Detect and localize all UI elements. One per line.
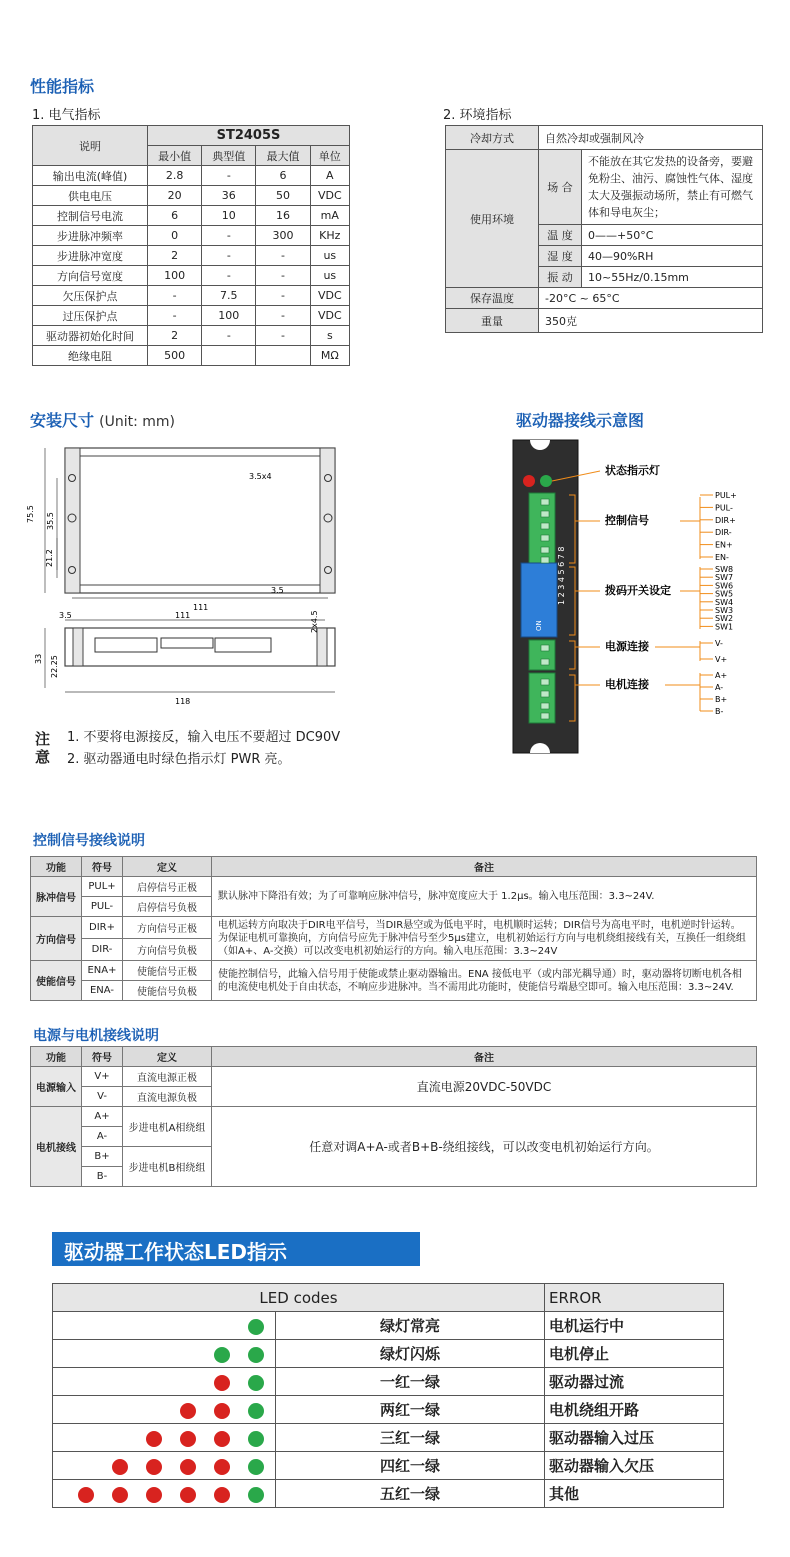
dim-side-h-total: 33 bbox=[34, 653, 43, 664]
led-code: 四红一绿 bbox=[276, 1452, 545, 1480]
power-func: 电源输入 bbox=[31, 1067, 82, 1107]
elec-value: s bbox=[310, 326, 349, 346]
led-row bbox=[53, 1480, 724, 1508]
motor-label: 电机连接 bbox=[605, 678, 649, 691]
ctl-note: 电机运转方向取决于DIR电平信号，当DIR悬空或为低电平时，电机顺时运转；DIR信号为高电平时，电机逆时针运转。为保证电机可靠换向，方向信号应先于脉冲信号至少5μs建立，电机初始运行方向与电机绕组接线有关，互换任一组绕组（如A+、A-交换）可以改变电机初始运行的方向。输入电压范围：3.3~24V bbox=[212, 917, 757, 961]
green-led-icon bbox=[248, 1347, 264, 1363]
led-dots bbox=[53, 1312, 276, 1340]
led-dots bbox=[53, 1424, 276, 1452]
red-led-icon bbox=[214, 1431, 230, 1447]
ctl-func: 方向信号 bbox=[31, 917, 82, 961]
elec-param: 输出电流(峰值) bbox=[33, 166, 148, 186]
col-symbol: 符号 bbox=[82, 857, 123, 877]
elec-value bbox=[256, 346, 310, 366]
red-led-icon bbox=[214, 1459, 230, 1475]
control-signal-label: 控制信号 bbox=[605, 514, 649, 527]
led-code: 绿灯常亮 bbox=[276, 1312, 545, 1340]
elec-value: - bbox=[256, 266, 310, 286]
led-error: 驱动器输入欠压 bbox=[545, 1452, 724, 1480]
motor-def: 步进电机B相绕组 bbox=[123, 1147, 212, 1187]
red-led-icon bbox=[180, 1431, 196, 1447]
model-header: ST2405S bbox=[148, 126, 350, 146]
power-note: 直流电源20VDC-50VDC bbox=[212, 1067, 757, 1107]
dim-side-w-inner: 111 bbox=[175, 611, 191, 620]
pin-label: DIR- bbox=[715, 528, 732, 538]
col-func: 功能 bbox=[31, 857, 82, 877]
elec-row bbox=[33, 206, 350, 226]
elec-value bbox=[202, 346, 256, 366]
col-func: 功能 bbox=[31, 1047, 82, 1067]
power-wiring-table bbox=[30, 1046, 757, 1187]
cooling-value: 自然冷却或强制风冷 bbox=[539, 126, 763, 150]
desc-header: 说明 bbox=[33, 126, 148, 166]
elec-subtitle: 1. 电气指标 bbox=[32, 108, 101, 123]
elec-col-header: 最大值 bbox=[256, 146, 310, 166]
dip-on: ON bbox=[535, 620, 543, 631]
env-row-label: 振 动 bbox=[539, 267, 582, 288]
dim-h-total: 75.5 bbox=[26, 505, 35, 523]
dim-side-side: 2x4.5 bbox=[310, 610, 319, 633]
elec-value: 500 bbox=[148, 346, 202, 366]
elec-value: - bbox=[202, 246, 256, 266]
elec-value: 7.5 bbox=[202, 286, 256, 306]
red-led-icon bbox=[112, 1487, 128, 1503]
pin-label: SW1 bbox=[715, 622, 734, 632]
elec-value: 2 bbox=[148, 326, 202, 346]
ctl-note: 默认脉冲下降沿有效；为了可靠响应脉冲信号，脉冲宽度应大于 1.2μs。输入电压范围：3.3~24V. bbox=[212, 877, 757, 917]
elec-value: - bbox=[256, 286, 310, 306]
led-error-header: ERROR bbox=[545, 1284, 724, 1312]
pin-label: A- bbox=[715, 683, 724, 692]
elec-value: 20 bbox=[148, 186, 202, 206]
env-row-value: 10~55Hz/0.15mm bbox=[582, 267, 763, 288]
ctl-sym: DIR+ bbox=[82, 917, 123, 939]
green-led-icon bbox=[248, 1319, 264, 1335]
elec-value: MΩ bbox=[310, 346, 349, 366]
elec-value: 100 bbox=[148, 266, 202, 286]
dim-hole: 3.5x4 bbox=[249, 472, 272, 481]
led-dots bbox=[53, 1480, 276, 1508]
elec-value: - bbox=[202, 326, 256, 346]
elec-row bbox=[33, 306, 350, 326]
elec-value: us bbox=[310, 266, 349, 286]
power-label: 电源连接 bbox=[605, 640, 649, 653]
led-dots bbox=[53, 1396, 276, 1424]
elec-col-header: 单位 bbox=[310, 146, 349, 166]
control-wiring-table bbox=[30, 856, 757, 1001]
dim-h-low: 21.2 bbox=[45, 549, 54, 567]
led-banner bbox=[52, 1232, 420, 1266]
pin-label: PUL- bbox=[715, 503, 733, 513]
pin-label: DIR+ bbox=[715, 515, 736, 525]
env-row-value: 0——+50°C bbox=[582, 225, 763, 246]
elec-param: 步进脉冲宽度 bbox=[33, 246, 148, 266]
dim-side-edge: 3.5 bbox=[59, 611, 72, 620]
motor-note: 任意对调A+A-或者B+B-绕组接线，可以改变电机初始运行方向。 bbox=[212, 1107, 757, 1187]
pin-label: SW4 bbox=[715, 597, 734, 607]
ctl-def: 启停信号正极 bbox=[123, 877, 212, 897]
weight-label: 重量 bbox=[446, 309, 539, 333]
storage-label: 保存温度 bbox=[446, 288, 539, 309]
env-subtitle: 2. 环境指标 bbox=[443, 108, 512, 123]
dim-edge: 3.5 bbox=[271, 586, 284, 595]
ctl-def: 方向信号负极 bbox=[123, 939, 212, 961]
elec-row bbox=[33, 286, 350, 306]
green-led-icon bbox=[248, 1403, 264, 1419]
pin-label: SW7 bbox=[715, 573, 734, 583]
electrical-spec-table bbox=[32, 125, 350, 366]
weight-value: 350克 bbox=[539, 309, 763, 333]
ctl-func: 脉冲信号 bbox=[31, 877, 82, 917]
ctl-func: 使能信号 bbox=[31, 961, 82, 1001]
elec-param: 驱动器初始化时间 bbox=[33, 326, 148, 346]
pin-label: EN+ bbox=[715, 540, 733, 550]
led-code: 三红一绿 bbox=[276, 1424, 545, 1452]
elec-value: 2.8 bbox=[148, 166, 202, 186]
notes-list bbox=[67, 727, 340, 771]
elec-value: 10 bbox=[202, 206, 256, 226]
elec-row bbox=[33, 166, 350, 186]
power-def: 直流电源负极 bbox=[123, 1087, 212, 1107]
ctl-def: 使能信号正极 bbox=[123, 961, 212, 981]
dims-heading bbox=[30, 408, 175, 431]
elec-value: 300 bbox=[256, 226, 310, 246]
pin-label: SW8 bbox=[715, 565, 734, 574]
led-dots bbox=[53, 1340, 276, 1368]
wiring-diagram bbox=[505, 435, 775, 760]
power-def: 直流电源正极 bbox=[123, 1067, 212, 1087]
elec-value: 6 bbox=[148, 206, 202, 226]
col-note: 备注 bbox=[212, 857, 757, 877]
led-error: 电机停止 bbox=[545, 1340, 724, 1368]
dims-unit: (Unit: mm) bbox=[99, 414, 175, 430]
elec-col-header: 典型值 bbox=[202, 146, 256, 166]
env-row-label: 场 合 bbox=[539, 150, 582, 225]
ctl-def: 方向信号正极 bbox=[123, 917, 212, 939]
env-row-value: 40—90%RH bbox=[582, 246, 763, 267]
pin-label: V- bbox=[715, 639, 723, 648]
elec-param: 过压保护点 bbox=[33, 306, 148, 326]
pin-label: EN- bbox=[715, 553, 729, 562]
led-error: 驱动器过流 bbox=[545, 1368, 724, 1396]
led-table bbox=[52, 1283, 724, 1508]
led-error: 其他 bbox=[545, 1480, 724, 1508]
green-led-icon bbox=[248, 1375, 264, 1391]
led-row bbox=[53, 1424, 724, 1452]
elec-value: VDC bbox=[310, 306, 349, 326]
power-wiring-title: 电源与电机接线说明 bbox=[33, 1028, 159, 1044]
elec-value: - bbox=[256, 326, 310, 346]
env-row-label: 湿 度 bbox=[539, 246, 582, 267]
pin-label: SW3 bbox=[715, 606, 734, 615]
elec-value: 6 bbox=[256, 166, 310, 186]
environment-spec-table bbox=[445, 125, 763, 333]
control-wiring-title: 控制信号接线说明 bbox=[33, 833, 145, 849]
elec-value: us bbox=[310, 246, 349, 266]
elec-value: VDC bbox=[310, 286, 349, 306]
red-led-icon bbox=[214, 1403, 230, 1419]
green-led-icon bbox=[214, 1347, 230, 1363]
red-led-icon bbox=[112, 1459, 128, 1475]
motor-def: 步进电机A相绕组 bbox=[123, 1107, 212, 1147]
ctl-def: 使能信号负极 bbox=[123, 981, 212, 1001]
elec-value: A bbox=[310, 166, 349, 186]
led-dots bbox=[53, 1452, 276, 1480]
elec-row bbox=[33, 226, 350, 246]
elec-param: 控制信号电流 bbox=[33, 206, 148, 226]
dims-title: 安装尺寸 bbox=[30, 411, 95, 430]
elec-param: 供电电压 bbox=[33, 186, 148, 206]
elec-value: 2 bbox=[148, 246, 202, 266]
motor-func: 电机接线 bbox=[31, 1107, 82, 1187]
led-dots bbox=[53, 1368, 276, 1396]
dip-numbers: 1 2 3 4 5 6 7 8 bbox=[557, 546, 566, 605]
perf-title: 性能指标 bbox=[30, 77, 95, 96]
storage-value: -20°C ~ 65°C bbox=[539, 288, 763, 309]
ctl-def: 启停信号负极 bbox=[123, 897, 212, 917]
col-def: 定义 bbox=[123, 1047, 212, 1067]
status-led-red bbox=[523, 475, 535, 487]
note-item: 1. 不要将电源接反，输入电压不要超过 DC90V bbox=[67, 730, 341, 745]
elec-param: 欠压保护点 bbox=[33, 286, 148, 306]
col-note: 备注 bbox=[212, 1047, 757, 1067]
green-led-icon bbox=[248, 1487, 264, 1503]
pin-label: B+ bbox=[715, 695, 728, 704]
led-row bbox=[53, 1340, 724, 1368]
elec-value: - bbox=[202, 166, 256, 186]
motor-sym: B- bbox=[82, 1167, 123, 1187]
red-led-icon bbox=[180, 1487, 196, 1503]
elec-value: - bbox=[202, 266, 256, 286]
pin-label: SW5 bbox=[715, 589, 734, 599]
elec-value: mA bbox=[310, 206, 349, 226]
ctl-sym: ENA- bbox=[82, 981, 123, 1001]
ctl-sym: DIR- bbox=[82, 939, 123, 961]
pin-label: A+ bbox=[715, 671, 728, 680]
motor-sym: A+ bbox=[82, 1107, 123, 1127]
wiring-title: 驱动器接线示意图 bbox=[516, 411, 645, 430]
led-row bbox=[53, 1368, 724, 1396]
power-sym: V- bbox=[82, 1087, 123, 1107]
led-error: 电机运行中 bbox=[545, 1312, 724, 1340]
red-led-icon bbox=[78, 1487, 94, 1503]
elec-row bbox=[33, 186, 350, 206]
elec-col-header: 最小值 bbox=[148, 146, 202, 166]
pin-label: PUL+ bbox=[715, 491, 737, 500]
elec-value: - bbox=[148, 306, 202, 326]
pin-label: B- bbox=[715, 707, 724, 716]
elec-value: 16 bbox=[256, 206, 310, 226]
green-led-icon bbox=[248, 1431, 264, 1447]
elec-param: 绝缘电阻 bbox=[33, 346, 148, 366]
elec-row bbox=[33, 326, 350, 346]
ctl-sym: PUL- bbox=[82, 897, 123, 917]
cooling-label: 冷却方式 bbox=[446, 126, 539, 150]
status-led-label: 状态指示灯 bbox=[605, 464, 660, 477]
red-led-icon bbox=[180, 1459, 196, 1475]
dim-h-mid: 35.5 bbox=[46, 512, 55, 530]
red-led-icon bbox=[214, 1487, 230, 1503]
note-item: 2. 驱动器通电时绿色指示灯 PWR 亮。 bbox=[67, 752, 291, 767]
led-row bbox=[53, 1312, 724, 1340]
power-sym: V+ bbox=[82, 1067, 123, 1087]
ctl-sym: ENA+ bbox=[82, 961, 123, 981]
led-code: 一红一绿 bbox=[276, 1368, 545, 1396]
col-def: 定义 bbox=[123, 857, 212, 877]
elec-param: 步进脉冲频率 bbox=[33, 226, 148, 246]
notes-label: 注意 bbox=[35, 730, 51, 766]
dim-w-inner: 111 bbox=[193, 603, 209, 612]
red-led-icon bbox=[146, 1431, 162, 1447]
elec-row bbox=[33, 246, 350, 266]
elec-value: - bbox=[256, 246, 310, 266]
led-code: 五红一绿 bbox=[276, 1480, 545, 1508]
pin-label: SW6 bbox=[715, 581, 734, 591]
env-row-value: 不能放在其它发热的设备旁，要避免粉尘、油污、腐蚀性气体、湿度太大及强振动场所，禁止有可燃气体和导电灰尘； bbox=[582, 150, 763, 225]
motor-sym: A- bbox=[82, 1127, 123, 1147]
elec-value: 100 bbox=[202, 306, 256, 326]
dip-switch-label: 拨码开关设定 bbox=[605, 584, 671, 597]
green-led-icon bbox=[248, 1459, 264, 1475]
led-code: 绿灯闪烁 bbox=[276, 1340, 545, 1368]
led-error: 驱动器输入过压 bbox=[545, 1424, 724, 1452]
red-led-icon bbox=[146, 1459, 162, 1475]
led-error: 电机绕组开路 bbox=[545, 1396, 724, 1424]
led-codes-header: LED codes bbox=[53, 1284, 545, 1312]
red-led-icon bbox=[214, 1375, 230, 1391]
elec-value: - bbox=[148, 286, 202, 306]
led-row bbox=[53, 1452, 724, 1480]
elec-row bbox=[33, 346, 350, 366]
col-symbol: 符号 bbox=[82, 1047, 123, 1067]
red-led-icon bbox=[180, 1403, 196, 1419]
elec-value: 50 bbox=[256, 186, 310, 206]
elec-value: 0 bbox=[148, 226, 202, 246]
env-label: 使用环境 bbox=[446, 150, 539, 288]
elec-value: KHz bbox=[310, 226, 349, 246]
dimension-drawing bbox=[25, 438, 355, 718]
elec-value: 36 bbox=[202, 186, 256, 206]
dim-side-h-low: 22.25 bbox=[50, 655, 59, 678]
status-led-green bbox=[540, 475, 552, 487]
ctl-sym: PUL+ bbox=[82, 877, 123, 897]
elec-row bbox=[33, 266, 350, 286]
motor-sym: B+ bbox=[82, 1147, 123, 1167]
elec-value: - bbox=[256, 306, 310, 326]
dim-side-w-total: 118 bbox=[175, 697, 191, 706]
elec-param: 方向信号宽度 bbox=[33, 266, 148, 286]
led-code: 两红一绿 bbox=[276, 1396, 545, 1424]
led-banner-title: 驱动器工作状态LED指示 bbox=[64, 1240, 288, 1264]
red-led-icon bbox=[146, 1487, 162, 1503]
pin-label: V+ bbox=[715, 655, 728, 664]
pin-label: SW2 bbox=[715, 614, 734, 624]
elec-value: - bbox=[202, 226, 256, 246]
ctl-note: 使能控制信号，此输入信号用于使能或禁止驱动器输出。ENA 接低电平（或内部光耦导通）时，驱动器将切断电机各相的电流使电机处于自由状态，不响应步进脉冲。当不需用此功能时，使能信号端悬空即可。输入电压范围：3.3~24V. bbox=[212, 961, 757, 1001]
elec-value: VDC bbox=[310, 186, 349, 206]
env-row-label: 温 度 bbox=[539, 225, 582, 246]
led-row bbox=[53, 1396, 724, 1424]
